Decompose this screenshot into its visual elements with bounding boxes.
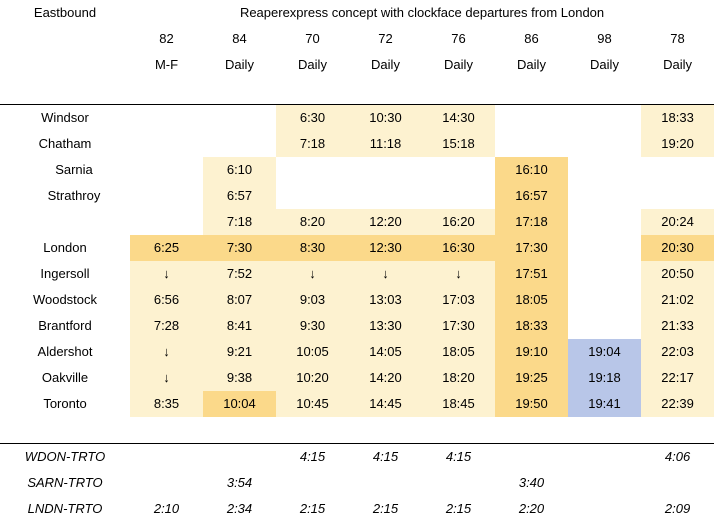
time-cell: 19:50 (495, 391, 568, 417)
summary-cell (495, 444, 568, 471)
time-cell: 7:28 (130, 313, 203, 339)
time-cell (130, 157, 203, 183)
header-row (0, 0, 714, 26)
time-cell: 7:52 (203, 261, 276, 287)
train-days-row (0, 52, 714, 78)
train-number: 76 (451, 31, 466, 46)
time-cell: 14:30 (422, 105, 495, 132)
time-cell: ↓ (422, 261, 495, 287)
divider-line (0, 78, 714, 105)
stop-name: Woodstock (32, 292, 98, 307)
train-days: Daily (225, 57, 254, 72)
time-cell: 19:20 (641, 131, 714, 157)
train-number: 70 (305, 31, 320, 46)
time-cell: 19:04 (568, 339, 641, 365)
time-cell: 13:30 (349, 313, 422, 339)
time-cell: 21:33 (641, 313, 714, 339)
table-row (0, 183, 714, 209)
summary-divider (0, 417, 714, 444)
time-cell: 17:30 (422, 313, 495, 339)
summary-cell: 4:15 (445, 449, 472, 464)
time-cell: ↓ (130, 339, 203, 365)
time-cell: 9:03 (276, 287, 349, 313)
time-cell (495, 105, 568, 132)
time-cell (568, 287, 641, 313)
summary-cell: 4:15 (372, 449, 399, 464)
time-cell: 20:24 (641, 209, 714, 235)
summary-cell: 2:15 (372, 501, 399, 516)
time-cell (568, 209, 641, 235)
summary-row (0, 444, 714, 471)
time-cell (641, 157, 714, 183)
time-cell: 17:03 (422, 287, 495, 313)
table-row (0, 365, 714, 391)
time-cell: 7:30 (203, 235, 276, 261)
table-row (0, 287, 714, 313)
time-cell: 18:20 (422, 365, 495, 391)
time-cell: 21:02 (641, 287, 714, 313)
time-cell: ↓ (276, 261, 349, 287)
time-cell (568, 131, 641, 157)
time-cell: 16:20 (422, 209, 495, 235)
page-title: Reaperexpress concept with clockface departures from London (239, 5, 605, 20)
stop-name: Windsor (41, 110, 89, 125)
summary-cell: 3:40 (518, 475, 545, 490)
time-cell (641, 183, 714, 209)
summary-cell (568, 444, 641, 471)
train-days: Daily (517, 57, 546, 72)
time-cell: 17:51 (495, 261, 568, 287)
summary-cell (130, 470, 203, 496)
time-cell: 22:03 (641, 339, 714, 365)
summary-cell: 4:06 (664, 449, 691, 464)
summary-label: WDON-TRTO (24, 449, 106, 464)
train-number: 72 (378, 31, 393, 46)
time-cell (130, 131, 203, 157)
time-cell (495, 131, 568, 157)
stop-name: Oakville (41, 370, 89, 385)
train-number-row (0, 26, 714, 52)
table-row (0, 261, 714, 287)
train-number: 82 (159, 31, 174, 46)
summary-cell (568, 496, 641, 522)
summary-row (0, 470, 714, 496)
summary-cell: 2:34 (226, 501, 253, 516)
time-cell (568, 183, 641, 209)
time-cell: 18:05 (495, 287, 568, 313)
time-cell: 16:30 (422, 235, 495, 261)
table-row (0, 391, 714, 417)
time-cell (130, 183, 203, 209)
time-cell: 22:39 (641, 391, 714, 417)
time-cell: 10:05 (276, 339, 349, 365)
stop-name: Aldershot (37, 344, 93, 359)
summary-cell (422, 470, 495, 496)
time-cell: 20:30 (641, 235, 714, 261)
time-cell (568, 261, 641, 287)
summary-cell: 2:09 (664, 501, 691, 516)
time-cell: 10:04 (203, 391, 276, 417)
time-cell: 6:57 (203, 183, 276, 209)
time-cell: 16:10 (495, 157, 568, 183)
time-cell (276, 157, 349, 183)
summary-cell: 4:15 (299, 449, 326, 464)
time-cell (568, 105, 641, 132)
divider-line (0, 417, 714, 444)
time-cell (568, 157, 641, 183)
time-cell: 8:41 (203, 313, 276, 339)
summary-cell: 2:10 (153, 501, 180, 516)
time-cell: 12:20 (349, 209, 422, 235)
summary-cell (130, 444, 203, 471)
time-cell (568, 313, 641, 339)
time-cell: 19:25 (495, 365, 568, 391)
time-cell: ↓ (130, 365, 203, 391)
table-row (0, 209, 714, 235)
time-cell (276, 183, 349, 209)
stop-name: Sarnia (55, 162, 93, 177)
time-cell: 19:18 (568, 365, 641, 391)
train-days: Daily (590, 57, 619, 72)
stop-name (0, 209, 130, 235)
time-cell (568, 235, 641, 261)
time-cell: 10:20 (276, 365, 349, 391)
time-cell: 6:56 (130, 287, 203, 313)
time-cell: ↓ (130, 261, 203, 287)
time-cell (203, 105, 276, 132)
train-days: Daily (298, 57, 327, 72)
train-days: Daily (371, 57, 400, 72)
stop-name: London (43, 240, 87, 255)
time-cell: 8:20 (276, 209, 349, 235)
time-cell: 6:25 (130, 235, 203, 261)
train-number: 98 (597, 31, 612, 46)
time-cell (203, 131, 276, 157)
table-row (0, 235, 714, 261)
summary-cell: 3:54 (226, 475, 253, 490)
spacer-cell (0, 26, 130, 52)
table-row (0, 131, 714, 157)
time-cell: 20:50 (641, 261, 714, 287)
time-cell (422, 183, 495, 209)
summary-cell: 2:15 (445, 501, 472, 516)
spacer-cell (0, 52, 130, 78)
time-cell: 10:45 (276, 391, 349, 417)
time-cell (130, 105, 203, 132)
time-cell: 10:30 (349, 105, 422, 132)
time-cell: 7:18 (203, 209, 276, 235)
stop-name: Strathroy (47, 188, 101, 203)
time-cell: 9:21 (203, 339, 276, 365)
train-days: Daily (444, 57, 473, 72)
summary-cell (203, 444, 276, 471)
time-cell: 15:18 (422, 131, 495, 157)
train-number: 86 (524, 31, 539, 46)
time-cell: 19:10 (495, 339, 568, 365)
summary-cell (276, 470, 349, 496)
table-row (0, 339, 714, 365)
stop-name: Toronto (43, 396, 87, 411)
time-cell: 14:05 (349, 339, 422, 365)
time-cell: 17:18 (495, 209, 568, 235)
time-cell: 6:30 (276, 105, 349, 132)
time-cell: 8:07 (203, 287, 276, 313)
stop-name: Chatham (38, 136, 92, 151)
table-row (0, 157, 714, 183)
time-cell: 18:33 (641, 105, 714, 132)
summary-row (0, 496, 714, 522)
header-divider (0, 78, 714, 105)
summary-cell (641, 470, 714, 496)
table-row (0, 313, 714, 339)
summary-label: LNDN-TRTO (27, 501, 103, 516)
summary-cell: 2:20 (518, 501, 545, 516)
time-cell: 18:05 (422, 339, 495, 365)
train-days: Daily (663, 57, 692, 72)
summary-cell (349, 470, 422, 496)
time-cell: 11:18 (349, 131, 422, 157)
time-cell (349, 183, 422, 209)
time-cell (422, 157, 495, 183)
time-cell: 12:30 (349, 235, 422, 261)
time-cell: 6:10 (203, 157, 276, 183)
summary-cell (568, 470, 641, 496)
time-cell: 16:57 (495, 183, 568, 209)
time-cell: 18:33 (495, 313, 568, 339)
time-cell: 17:30 (495, 235, 568, 261)
time-cell: 19:41 (568, 391, 641, 417)
time-cell: ↓ (349, 261, 422, 287)
time-cell (349, 157, 422, 183)
time-cell: 18:45 (422, 391, 495, 417)
time-cell: 8:30 (276, 235, 349, 261)
time-cell: 8:35 (130, 391, 203, 417)
stop-name: Ingersoll (40, 266, 90, 281)
train-number: 84 (232, 31, 247, 46)
time-cell: 9:38 (203, 365, 276, 391)
time-cell: 13:03 (349, 287, 422, 313)
time-cell: 9:30 (276, 313, 349, 339)
summary-cell: 2:15 (299, 501, 326, 516)
direction-label: Eastbound (33, 5, 97, 20)
time-cell: 7:18 (276, 131, 349, 157)
train-number: 78 (670, 31, 685, 46)
time-cell: 14:20 (349, 365, 422, 391)
summary-label: SARN-TRTO (27, 475, 103, 490)
time-cell: 14:45 (349, 391, 422, 417)
time-cell: 22:17 (641, 365, 714, 391)
train-days: M-F (154, 57, 179, 72)
time-cell (130, 209, 203, 235)
stop-name: Brantford (38, 318, 92, 333)
table-row (0, 105, 714, 132)
